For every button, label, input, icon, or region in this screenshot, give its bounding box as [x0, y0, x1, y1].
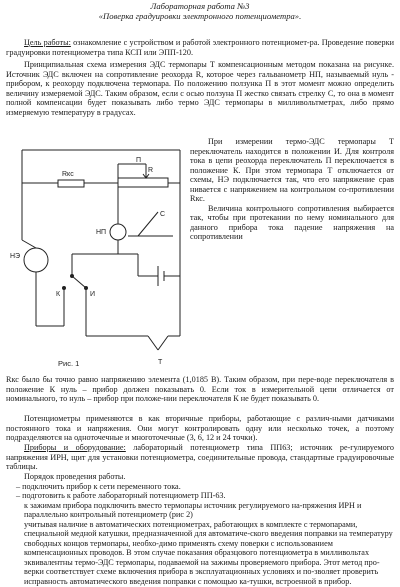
intro-paragraph — [6, 60, 394, 117]
label-p: П — [136, 157, 142, 164]
right-paragraph-2: Величина контрольного сопротивления выбирается так, чтобы при протекании по нему номинального для данного прибора тока падение напряжения на сопротивлении — [190, 203, 394, 242]
label-ne: НЭ — [10, 253, 21, 260]
lab-number-title: Лабораторная работа №3 — [150, 1, 250, 11]
circuit-diagram — [8, 136, 188, 372]
label-rkc: Rкс — [62, 171, 74, 178]
potentiometer-paragraph — [6, 414, 394, 443]
procedure-section — [6, 472, 394, 587]
label-r: R — [148, 167, 154, 174]
rkc-resistor — [58, 180, 84, 187]
lab-name-title: «Поверка градуировки электронного потенциометра». — [98, 10, 302, 21]
figure-caption: Рис. 1 — [58, 359, 80, 368]
label-t: Т — [158, 359, 163, 366]
procedure-item: к зажимам прибора подключить вместо термопары источник регулируемого на-пряжения ИРН и параллельно контрольный потенциометр (рис 2) — [24, 500, 362, 520]
right-paragraph-1: При измерении термо-ЭДС термопары Т переключатель находится в положении И. Для контроля тока в цепи реохорда переключатель П переключается в положение К. При этом термопара Т отключается от схемы, НЭ подключается так, что его напряжение срав нивается с напряжением на контрольном со-противлении Rкс. — [190, 137, 394, 204]
label-np: НП — [96, 229, 107, 236]
goal-label: Цель работы: — [24, 38, 71, 47]
label-i: И — [90, 291, 96, 298]
devices-paragraph — [6, 443, 394, 472]
after-figure-paragraph — [6, 375, 394, 404]
label-c: С — [160, 211, 166, 218]
reohord-resistor — [118, 178, 168, 187]
label-k: К — [56, 291, 61, 298]
right-column-text — [190, 137, 394, 242]
goal-paragraph — [6, 38, 394, 57]
galvanometer — [110, 224, 126, 240]
devices-text: лабораторный потенциометр типа ПП63; источник ре-гулируемого напряжения ИРН, щит для установки потенциометра, соединительные провода, стандартные градуировочные таблицы. — [6, 443, 394, 472]
devices-label: Приборы и оборудование: — [24, 443, 126, 452]
procedure-item: – подключить прибор к сети переменного тока. — [16, 481, 181, 491]
procedure-title: Порядок проведения работы. — [24, 472, 126, 481]
intro-text: Принципиальная схема измерения ЭДС термопары Т компенсационным методом показана на рисунке. Источник ЭДС включен на сопротивление реохорда R, которое через гальванометр НП, называемый нуль - прибором, к реохорду подключена термопара. По положению ползунка П в этот момент можно определить величину измеряемой ЭДС. Таким образом, если с осью ползуна П жестко связать стрелку С, то она в момент полной компенсации будет показывать либо термо ЭДС термопары в милливольтметрах, либо прямо измеряемую температуру в градусах. — [6, 60, 394, 117]
procedure-item: – подготовить к работе лабораторный потенциометр ПП-63. — [16, 491, 226, 501]
goal-text: ознакомление с устройством и работой электронного потенциомет-ра. Проведение поверки градуировки потенциометра типа КСП или ЭПП-120. — [6, 38, 394, 57]
normal-element — [24, 248, 48, 272]
potentiometer-text: Потенциометры применяются в как вторичные приборы, работающие с различ-ными датчиками постоянного тока и напряжения. Они могут контролировать одну или несколько точек, а поэтому подразделяются на одноточечные и многоточечные (3, 6, 12 и 24 точки). — [6, 414, 394, 443]
after-figure-text: Rкс было бы точно равно напряжению элемента (1,0185 В). Таким образом, при пере-воде переключателя в положение К нуль – прибор должен показывать 0. Если ток в измерительной цепи отличается от номинального, то нуль – прибор при положе-нии переключателя К не будет показывать 0. — [6, 375, 394, 404]
procedure-list — [6, 482, 394, 587]
procedure-item: учитывая наличие в автоматических потенциометрах, работающих в комплекте с термопарами, специальной медной катушки, предназначенной для автоматиче-ского введения поправки на температуру свободных концов термопары, необхо-димо применять схему поверки с использованием компенсационных проводов. В этом случае показания образцового потенциометра в милливольтах эквивалентны термо-ЭДС термопары, подаваемой на зажимы проверяемого прибора. Этот метод про-верки соответствует схеме включения прибора в эксплуатационных условиях и по-зволяет проверить исправность автоматического введения поправки с помощью ка-тушки, встроенной в прибор. — [24, 519, 393, 587]
